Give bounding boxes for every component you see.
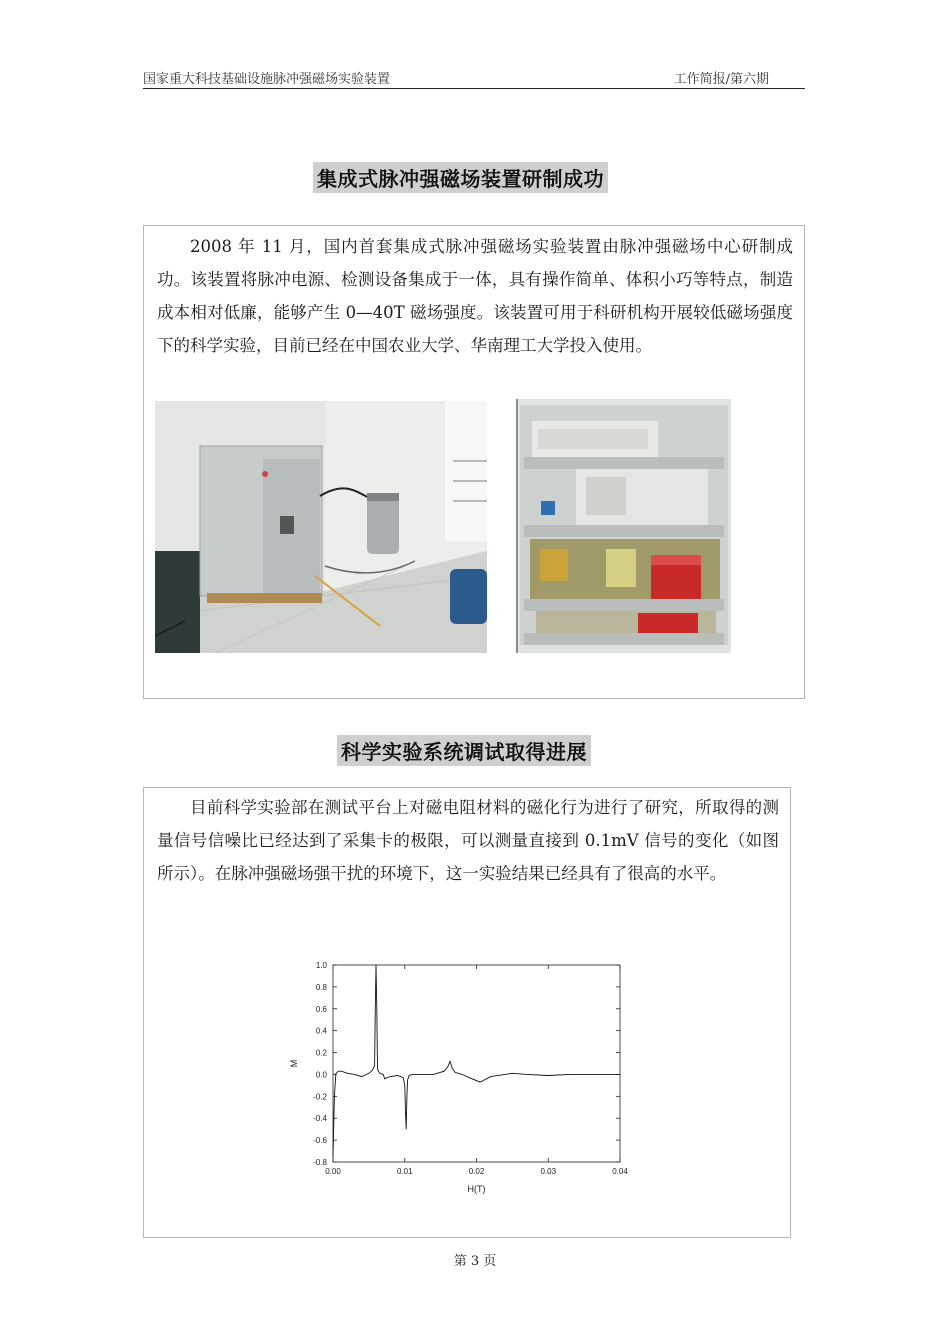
section1-title: 集成式脉冲强磁场装置研制成功 <box>313 162 608 193</box>
page-number: 第 3 页 <box>453 1254 497 1269</box>
x-tick-label: 0.00 <box>325 1167 341 1176</box>
y-tick-label: -0.4 <box>313 1114 327 1124</box>
x-tick-label: 0.01 <box>396 1167 413 1176</box>
y-tick-label: 0.6 <box>315 1004 327 1014</box>
y-tick-label: 0.4 <box>315 1026 327 1036</box>
y-tick-label: 1.0 <box>315 961 327 970</box>
y-tick-label: 0.8 <box>315 982 327 992</box>
y-tick-label: 0.0 <box>315 1070 327 1080</box>
x-tick-label: 0.04 <box>612 1167 628 1176</box>
magnetization-chart <box>280 948 640 1208</box>
lab-room-photo <box>155 401 487 653</box>
y-tick-label: 0.2 <box>315 1048 327 1058</box>
y-tick-label: -0.6 <box>313 1136 327 1146</box>
magnetization-chart-svg <box>280 948 640 1208</box>
header-issue: 工作简报/第六期 <box>673 72 769 87</box>
x-axis-label: H(T) <box>467 1184 486 1194</box>
y-tick-label: -0.2 <box>313 1092 327 1102</box>
cabinet-interior-photo <box>516 399 731 653</box>
x-tick-label: 0.02 <box>468 1167 485 1176</box>
chart-frame <box>333 965 620 1162</box>
section2-title: 科学实验系统调试取得进展 <box>337 735 591 766</box>
y-tick-label: -0.8 <box>313 1158 327 1167</box>
x-tick-label: 0.03 <box>540 1167 557 1176</box>
section1-box <box>143 225 805 699</box>
section1-paragraph: 2008 年 11 月，国内首套集成式脉冲强磁场实验装置由脉冲强磁场中心研制成功。该装置将脉冲电源、检测设备集成于一体，具有操作简单、体积小巧等特点，制造成本相对低廉，能够产生 0—40T 磁场强度。该装置可用于科研机构开展较低磁场强度下的科学实验，目前已经在中国农业大学、华南理工大学投入使用。 <box>157 237 793 355</box>
y-axis-label: M <box>289 1059 299 1068</box>
section2-box <box>143 787 791 1238</box>
section2-paragraph: 目前科学实验部在测试平台上对磁电阻材料的磁化行为进行了研究，所取得的测量信号信噪比已经达到了采集卡的极限，可以测量直接到 0.1mV 信号的变化（如图所示）。在脉冲强磁场强干扰的环境下，这一实验结果已经具有了很高的水平。 <box>157 798 779 883</box>
header-left-title: 国家重大科技基础设施脉冲强磁场实验装置 <box>143 72 391 87</box>
page-header <box>143 66 805 89</box>
series-line-0 <box>333 965 620 1157</box>
